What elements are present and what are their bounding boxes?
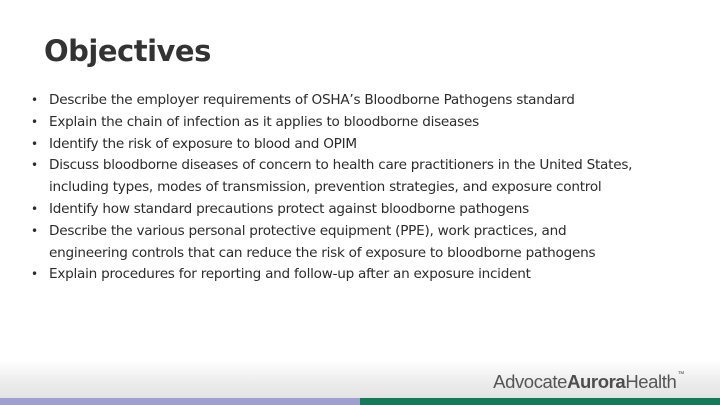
- slide-title: Objectives: [44, 34, 211, 68]
- bullet-icon: •: [31, 136, 38, 151]
- footer-bar-lavender: [0, 398, 360, 405]
- list-item-text: engineering controls that can reduce the risk of exposure to bloodborne pathogens: [49, 244, 596, 261]
- list-item-text: Describe the employer requirements of OSHA’s Bloodborne Pathogens standard: [49, 92, 575, 108]
- list-item-text: Discuss bloodborne diseases of concern to health care practitioners in the United States,: [49, 157, 633, 174]
- logo-text-advocate: Advocate: [493, 371, 568, 392]
- list-item-text: Explain the chain of infection as it applies to bloodborne diseases: [49, 113, 479, 130]
- bullet-icon: •: [31, 223, 38, 238]
- list-item-text: Explain procedures for reporting and follow-up after an exposure incident: [49, 266, 531, 283]
- list-item: [28, 264, 688, 286]
- list-item: [28, 134, 688, 156]
- list-item: [28, 221, 688, 265]
- list-item: [28, 155, 688, 199]
- bullet-icon: •: [31, 114, 38, 129]
- logo-text-health: Health: [625, 371, 677, 392]
- logo-trademark: ™: [677, 371, 684, 378]
- list-item-text: Identify the risk of exposure to blood and OPIM: [49, 135, 357, 152]
- footer-bar-green: [360, 398, 720, 405]
- list-item: [28, 112, 688, 134]
- list-item-text: Describe the various personal protective equipment (PPE), work practices, and: [49, 222, 567, 239]
- list-item-text: including types, modes of transmission, prevention strategies, and exposure control: [49, 179, 602, 196]
- list-item: [28, 199, 688, 221]
- list-item: [28, 90, 688, 112]
- objectives-list: [28, 90, 688, 286]
- list-item-text: Identify how standard precautions protect against bloodborne pathogens: [49, 200, 529, 217]
- bullet-icon: •: [31, 201, 38, 216]
- bullet-icon: •: [31, 267, 38, 282]
- logo-text-aurora: Aurora: [567, 371, 626, 392]
- advocate-aurora-health-logo: [493, 371, 684, 393]
- bullet-icon: •: [31, 158, 38, 173]
- bullet-icon: •: [31, 93, 38, 107]
